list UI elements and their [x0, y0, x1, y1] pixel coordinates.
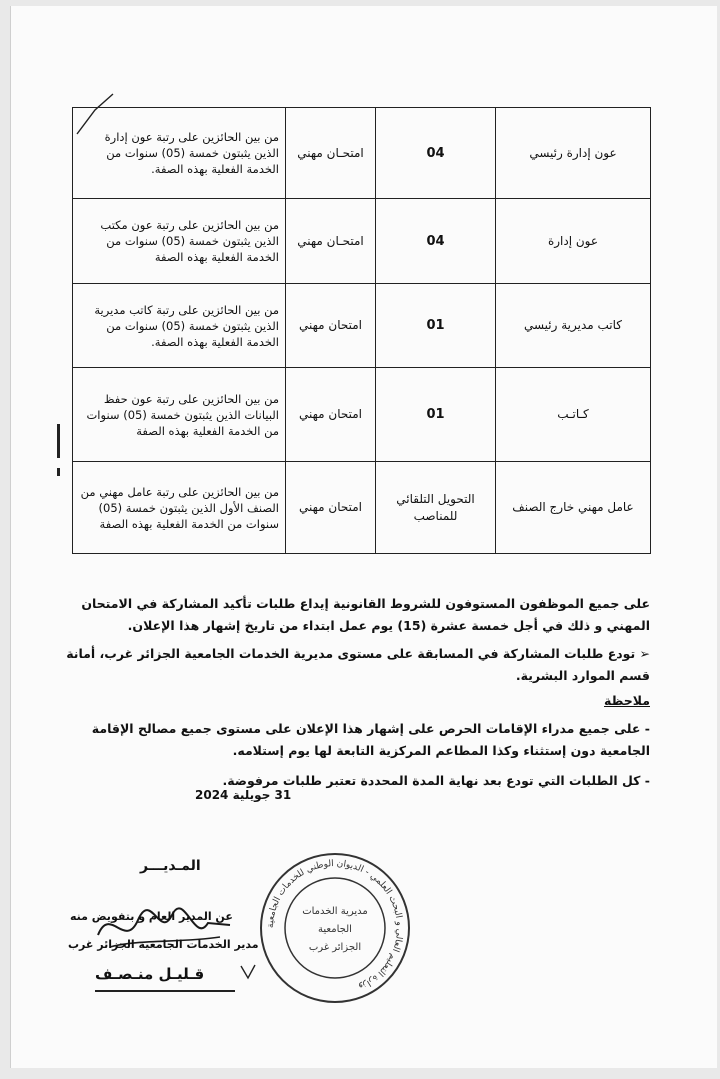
- table-row: [73, 462, 651, 554]
- method-cell: امتحـان مهني: [286, 108, 376, 199]
- grade-cell: كاتب مديرية رئيسي: [496, 284, 651, 368]
- table-row: [73, 368, 651, 462]
- grade-cell: عون إدارة رئيسي: [496, 108, 651, 199]
- condition-cell: من بين الحائزين على رتبة عون إدارة الذين يثبتون خمسة (05) سنوات من الخدمة الفعلية بهذه الصفة.: [73, 108, 286, 199]
- table-row: [73, 199, 651, 284]
- signature-office-line: مدير الخدمات الجامعية الجزائر غرب: [68, 938, 259, 951]
- stamp-ring-text: وزارة التعليم العالي و البحث العلمي - الديوان الوطني للخدمات الجامعية: [265, 858, 405, 992]
- table-row: [73, 108, 651, 199]
- positions-cell: 01: [376, 368, 496, 462]
- method-cell: امتحـان مهني: [286, 199, 376, 284]
- method-cell: امتحان مهني: [286, 284, 376, 368]
- grade-cell: كـاتـب: [496, 368, 651, 462]
- condition-cell: من بين الحائزين على رتبة عون حفظ البيانات الذين يثبتون خمسة (05) سنوات من الخدمة الفعلية بهذه الصفة: [73, 368, 286, 462]
- pen-tick-mark: [238, 962, 258, 982]
- binder-hole-mark: [57, 424, 60, 458]
- stamp-line: مديرية الخدمات: [302, 906, 368, 917]
- grade-cell: عامل مهني خارج الصنف: [496, 462, 651, 554]
- method-cell: امتحان مهني: [286, 368, 376, 462]
- stamp-line: الجزائر غرب: [308, 942, 362, 953]
- handwritten-signature: [90, 895, 240, 965]
- positions-cell: 01: [376, 284, 496, 368]
- submission-paragraph: ➢ تودع طلبات المشاركة في المسابقة على مستوى مديرية الخدمات الجامعية الجزائر غرب، أمانة قسم الموارد البشرية.: [66, 646, 650, 683]
- positions-cell: 04: [376, 199, 496, 284]
- signatory-name: قـليـل منـصـف: [95, 965, 205, 983]
- signatory-underline: [95, 990, 235, 992]
- condition-cell: من بين الحائزين على رتبة عامل مهني من الصنف الأول الذين يثبتون خمسة (05) سنوات من الخدمة الفعلية بهذه الصفة: [73, 462, 286, 554]
- note-item: - كل الطلبات التي تودع بعد نهاية المدة المحددة تعتبر طلبات مرفوضة.: [222, 773, 650, 788]
- participation-paragraph: على جميع الموظفون المستوفون للشروط القانونية إيداع طلبات تأكيد المشاركة في الامتحان المهني و ذلك في أجل خمسة عشرة (15) يوم عمل ابتداء من تاريخ إشهار هذا الإعلان.: [81, 596, 650, 633]
- grade-cell: عون إدارة: [496, 199, 651, 284]
- positions-cell: 04: [376, 108, 496, 199]
- official-seal-stamp: [255, 848, 415, 1008]
- positions-cell: التحويل التلقائي للمناصب: [376, 462, 496, 554]
- table-row: [73, 284, 651, 368]
- condition-cell: من بين الحائزين على رتبة عون مكتب الذين يثبتون خمسة (05) سنوات من الخدمة الفعلية بهذه الصفة: [73, 199, 286, 284]
- document-date: 31 جويلية 2024: [195, 788, 292, 802]
- method-cell: امتحان مهني: [286, 462, 376, 554]
- grades-table: [72, 107, 651, 554]
- note-title: ملاحظة: [604, 693, 650, 708]
- condition-cell: من بين الحائزين على رتبة كاتب مديرية الذين يثبتون خمسة (05) سنوات من الخدمة الفعلية بهذه الصفة.: [73, 284, 286, 368]
- director-title: المـديـــر: [140, 858, 201, 874]
- binder-hole-mark: [57, 468, 60, 476]
- note-item: - على جميع مدراء الإقامات الحرص على إشهار هذا الإعلان على مستوى جميع مصالح الإقامة الجامعية دون إستثناء وكذا المطاعم المركزية التابعة لها يوم إستلامه.: [91, 721, 650, 758]
- stamp-line: الجامعية: [318, 924, 352, 935]
- signature-delegation-line: عن المدير العام و بتفويض منه: [70, 910, 233, 923]
